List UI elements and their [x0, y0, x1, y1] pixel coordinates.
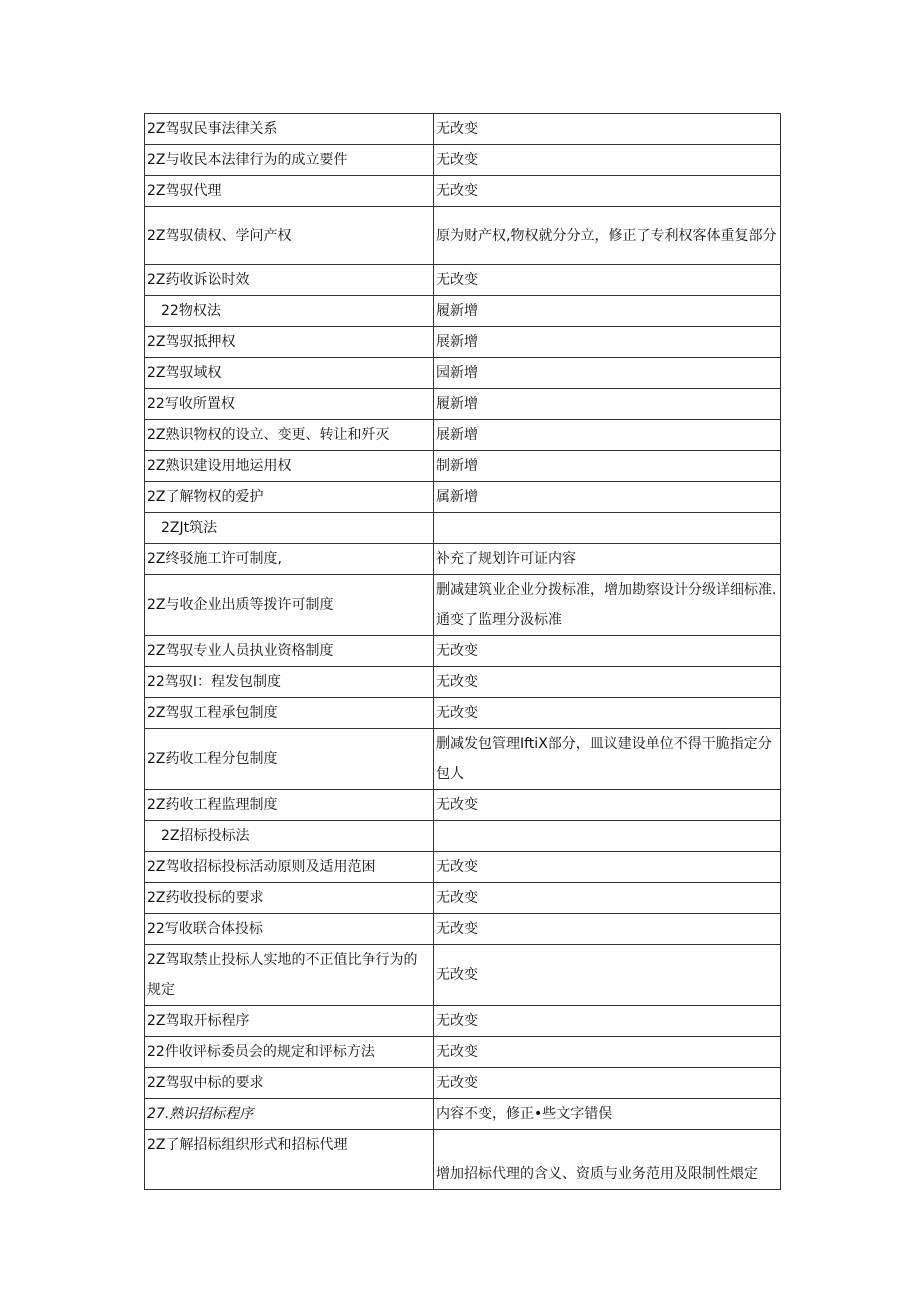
- change-cell: 无改变: [434, 1006, 781, 1037]
- table-row: [145, 327, 781, 358]
- table-row: [145, 852, 781, 883]
- change-cell: 内容不变，修正•些文字错俣: [434, 1099, 781, 1130]
- table-row: [145, 729, 781, 790]
- table-row: [145, 513, 781, 544]
- topic-cell: 2Z了解物权的爱护: [145, 482, 434, 513]
- table-row: [145, 1130, 781, 1190]
- change-cell: 制新增: [434, 451, 781, 482]
- change-cell: 无改变: [434, 265, 781, 296]
- table-row: [145, 1037, 781, 1068]
- change-cell: 无改变: [434, 1068, 781, 1099]
- table-row: [145, 114, 781, 145]
- table-row: [145, 1006, 781, 1037]
- change-cell: 无改变: [434, 945, 781, 1006]
- change-cell: 展新增: [434, 420, 781, 451]
- change-cell: [434, 513, 781, 544]
- topic-cell: 2Z驾驭中标的要求: [145, 1068, 434, 1099]
- topic-cell: 2Z了解招标组织形式和招标代理: [145, 1130, 434, 1190]
- change-cell: 无改变: [434, 1037, 781, 1068]
- table-row: [145, 420, 781, 451]
- topic-cell: 2Z驾驭代理: [145, 176, 434, 207]
- table-row: [145, 145, 781, 176]
- table-row: [145, 207, 781, 265]
- change-cell: 无改变: [434, 914, 781, 945]
- change-cell: 展新增: [434, 327, 781, 358]
- topic-cell: 2Z驾驭专业人员执业资格制度: [145, 636, 434, 667]
- table-row: [145, 914, 781, 945]
- change-table: [144, 113, 781, 1190]
- table-row: [145, 358, 781, 389]
- topic-cell: 2Z药收工程分包制度: [145, 729, 434, 790]
- change-cell: 无改变: [434, 667, 781, 698]
- topic-cell: 2Z驾收招标投标活动原则及适用范困: [145, 852, 434, 883]
- topic-cell: 27.熟识招标程序: [145, 1099, 434, 1130]
- table-row: [145, 667, 781, 698]
- change-cell: 无改变: [434, 176, 781, 207]
- change-cell: 无改变: [434, 114, 781, 145]
- table-row: [145, 698, 781, 729]
- topic-cell: 22写收所置权: [145, 389, 434, 420]
- topic-cell: 2Z驾取开标程序: [145, 1006, 434, 1037]
- table-row: [145, 389, 781, 420]
- table-row: [145, 575, 781, 636]
- table-row: [145, 451, 781, 482]
- change-cell: 属新增: [434, 482, 781, 513]
- section-heading-cell: 2ZJt筑法: [145, 513, 434, 544]
- change-cell: 无改变: [434, 883, 781, 914]
- topic-cell: 2Z药收诉讼时效: [145, 265, 434, 296]
- table-row: [145, 482, 781, 513]
- topic-cell: 2Z驾取禁止投标人实地的不正值比争行为的规定: [145, 945, 434, 1006]
- topic-cell: 22件收评标委员会的规定和评标方法: [145, 1037, 434, 1068]
- topic-cell: 2Z驾驭域权: [145, 358, 434, 389]
- change-cell: 履新增: [434, 389, 781, 420]
- change-cell: 原为财产权,物权就分分立，修正了专利权客体重复部分: [434, 207, 781, 265]
- table-row: [145, 1068, 781, 1099]
- table-row: [145, 790, 781, 821]
- change-cell: 增加招标代理的含义、资质与业务范用及限制性煨定: [434, 1130, 781, 1190]
- table-row: [145, 296, 781, 327]
- table-row: [145, 636, 781, 667]
- topic-cell: 2Z驾驭债权、学问产权: [145, 207, 434, 265]
- table-row: [145, 945, 781, 1006]
- change-cell: 删减发包管理IftiX部分，皿议建设单位不得干脆指定分包人: [434, 729, 781, 790]
- topic-cell: 2Z熟识物权的设立、变更、转让和歼灭: [145, 420, 434, 451]
- table-row: [145, 176, 781, 207]
- table-row: [145, 544, 781, 575]
- change-cell: 补充了规划许可证内容: [434, 544, 781, 575]
- table-row: [145, 821, 781, 852]
- topic-cell: 22写收联合体投标: [145, 914, 434, 945]
- table-row: [145, 265, 781, 296]
- topic-cell: 2Z药收投标的要求: [145, 883, 434, 914]
- topic-cell: 2Z驾驭工程承包制度: [145, 698, 434, 729]
- table-row: [145, 883, 781, 914]
- change-cell: 无改变: [434, 636, 781, 667]
- topic-cell: 2Z终驳施工许可制度,: [145, 544, 434, 575]
- change-cell: 无改变: [434, 852, 781, 883]
- topic-cell: 2Z与收企业出质等拨许可制度: [145, 575, 434, 636]
- topic-cell: 22驾驭I：程发包制度: [145, 667, 434, 698]
- change-cell: 删减建筑业企业分拨标准，增加勘察设计分级详细标准.通变了监理分汲标准: [434, 575, 781, 636]
- change-cell: 履新增: [434, 296, 781, 327]
- topic-cell: 2Z驾驭民事法律关系: [145, 114, 434, 145]
- change-cell: [434, 821, 781, 852]
- change-cell: 园新增: [434, 358, 781, 389]
- change-cell: 无改变: [434, 698, 781, 729]
- table-row: [145, 1099, 781, 1130]
- topic-cell: 2Z驾驭抵押权: [145, 327, 434, 358]
- change-cell: 无改变: [434, 790, 781, 821]
- topic-cell: 2Z与收民本法律行为的成立要件: [145, 145, 434, 176]
- section-heading-cell: 2Z招标投标法: [145, 821, 434, 852]
- section-heading-cell: 22物权法: [145, 296, 434, 327]
- topic-cell: 2Z药收工程监理制度: [145, 790, 434, 821]
- change-cell: 无改变: [434, 145, 781, 176]
- topic-cell: 2Z熟识建设用地运用权: [145, 451, 434, 482]
